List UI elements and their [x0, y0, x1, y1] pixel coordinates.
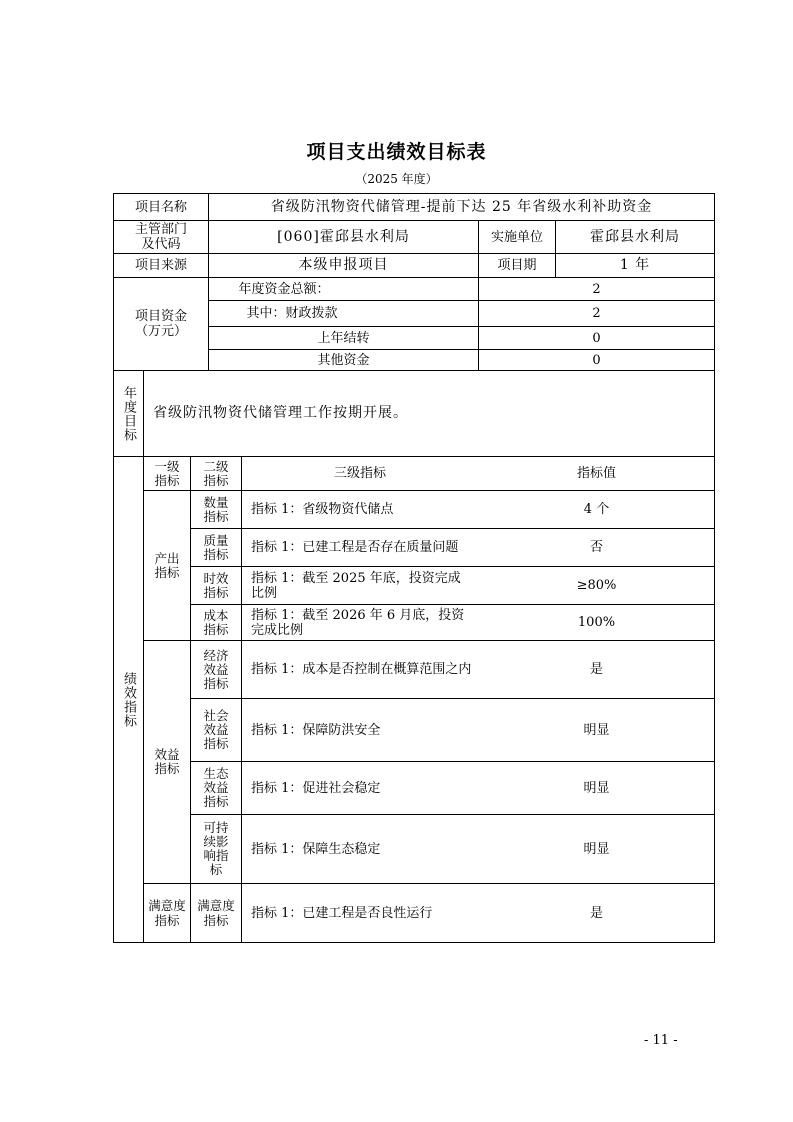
- page-title: 项目支出绩效目标表: [306, 141, 487, 163]
- funds-label: 项目资金（万元）: [135, 309, 188, 339]
- indicator-l2: 成本指标: [203, 607, 229, 637]
- project-name-label: 项目名称: [134, 199, 187, 215]
- indicator-l3: 指标 1：截至 2025 年底，投资完成比例: [251, 570, 461, 601]
- header-level3: 三级指标: [333, 466, 386, 481]
- annual-goal-label: 年度目标: [121, 385, 136, 442]
- indicator-value: 是: [589, 662, 603, 677]
- indicator-l2: 可持续影响指标: [203, 820, 229, 877]
- funds-fiscal-value: 2: [592, 306, 601, 321]
- indicator-value: 明显: [583, 841, 610, 857]
- header-level1: 一级指标: [154, 458, 180, 488]
- funds-carryover-value: 0: [592, 330, 601, 346]
- indicator-value: ≥80%: [576, 578, 617, 593]
- period-label: 项目期: [497, 258, 537, 273]
- indicator-l3: 指标 1：保障生态稳定: [251, 841, 381, 857]
- indicator-l3: 指标 1：已建工程是否良性运行: [251, 905, 433, 921]
- indicator-l2: 数量指标: [203, 494, 229, 524]
- indicator-l3: 指标 1：省级物资代储点: [251, 502, 394, 517]
- indicator-l3: 指标 1：已建工程是否存在质量问题: [251, 540, 459, 555]
- dept-label: 主管部门及代码: [134, 222, 187, 252]
- output-label: 产出指标: [154, 550, 180, 580]
- benefit-label: 效益指标: [154, 747, 180, 776]
- project-name-value: 省级防汛物资代储管理-提前下达 25 年省级水利补助资金: [270, 198, 653, 215]
- source-label: 项目来源: [134, 258, 187, 273]
- period-value: 1 年: [619, 257, 651, 273]
- indicator-value: 否: [589, 540, 603, 555]
- funds-carryover-label: 上年结转: [317, 330, 370, 346]
- header-level2: 二级指标: [203, 458, 229, 488]
- source-value: 本级申报项目: [298, 257, 389, 273]
- funds-total-label: 年度资金总额：: [238, 281, 330, 297]
- dept-value: [060]霍邱县水利局: [277, 228, 410, 245]
- indicator-value: 4 个: [583, 502, 610, 517]
- funds-other-label: 其他资金: [317, 352, 370, 368]
- perf-label: 绩效指标: [121, 671, 136, 728]
- indicator-value: 明显: [583, 780, 610, 796]
- impl-value: 霍邱县水利局: [590, 228, 680, 245]
- indicator-l2: 经济效益指标: [203, 647, 229, 691]
- indicator-l2: 满意度指标: [197, 898, 235, 928]
- indicator-l3: 指标 1：成本是否控制在概算范围之内: [251, 662, 472, 677]
- indicator-l2: 时效指标: [203, 570, 229, 600]
- header-value: 指标值: [576, 466, 616, 481]
- indicator-l3: 指标 1：保障防洪安全: [251, 722, 381, 738]
- indicator-value: 明显: [583, 722, 610, 738]
- annual-goal-text: 省级防汛物资代储管理工作按期开展。: [153, 405, 408, 421]
- indicator-value: 100%: [577, 615, 616, 630]
- indicator-l3: 指标 1：截至 2026 年 6 月底，投资完成比例: [251, 607, 465, 638]
- satisfaction-label: 满意度指标: [148, 898, 186, 928]
- funds-total-value: 2: [592, 281, 601, 297]
- indicator-l2: 生态效益指标: [203, 766, 229, 809]
- indicator-l3: 指标 1：促进社会稳定: [251, 780, 381, 796]
- impl-label: 实施单位: [490, 229, 543, 245]
- funds-other-value: 0: [592, 352, 601, 368]
- year-subtitle: （2025 年度）: [355, 172, 438, 186]
- funds-fiscal-label: 其中：财政拨款: [246, 306, 338, 321]
- page-number: - 11 -: [644, 1033, 678, 1048]
- indicator-l2: 质量指标: [203, 532, 229, 562]
- indicator-l2: 社会效益指标: [203, 708, 229, 751]
- indicator-value: 是: [589, 905, 603, 921]
